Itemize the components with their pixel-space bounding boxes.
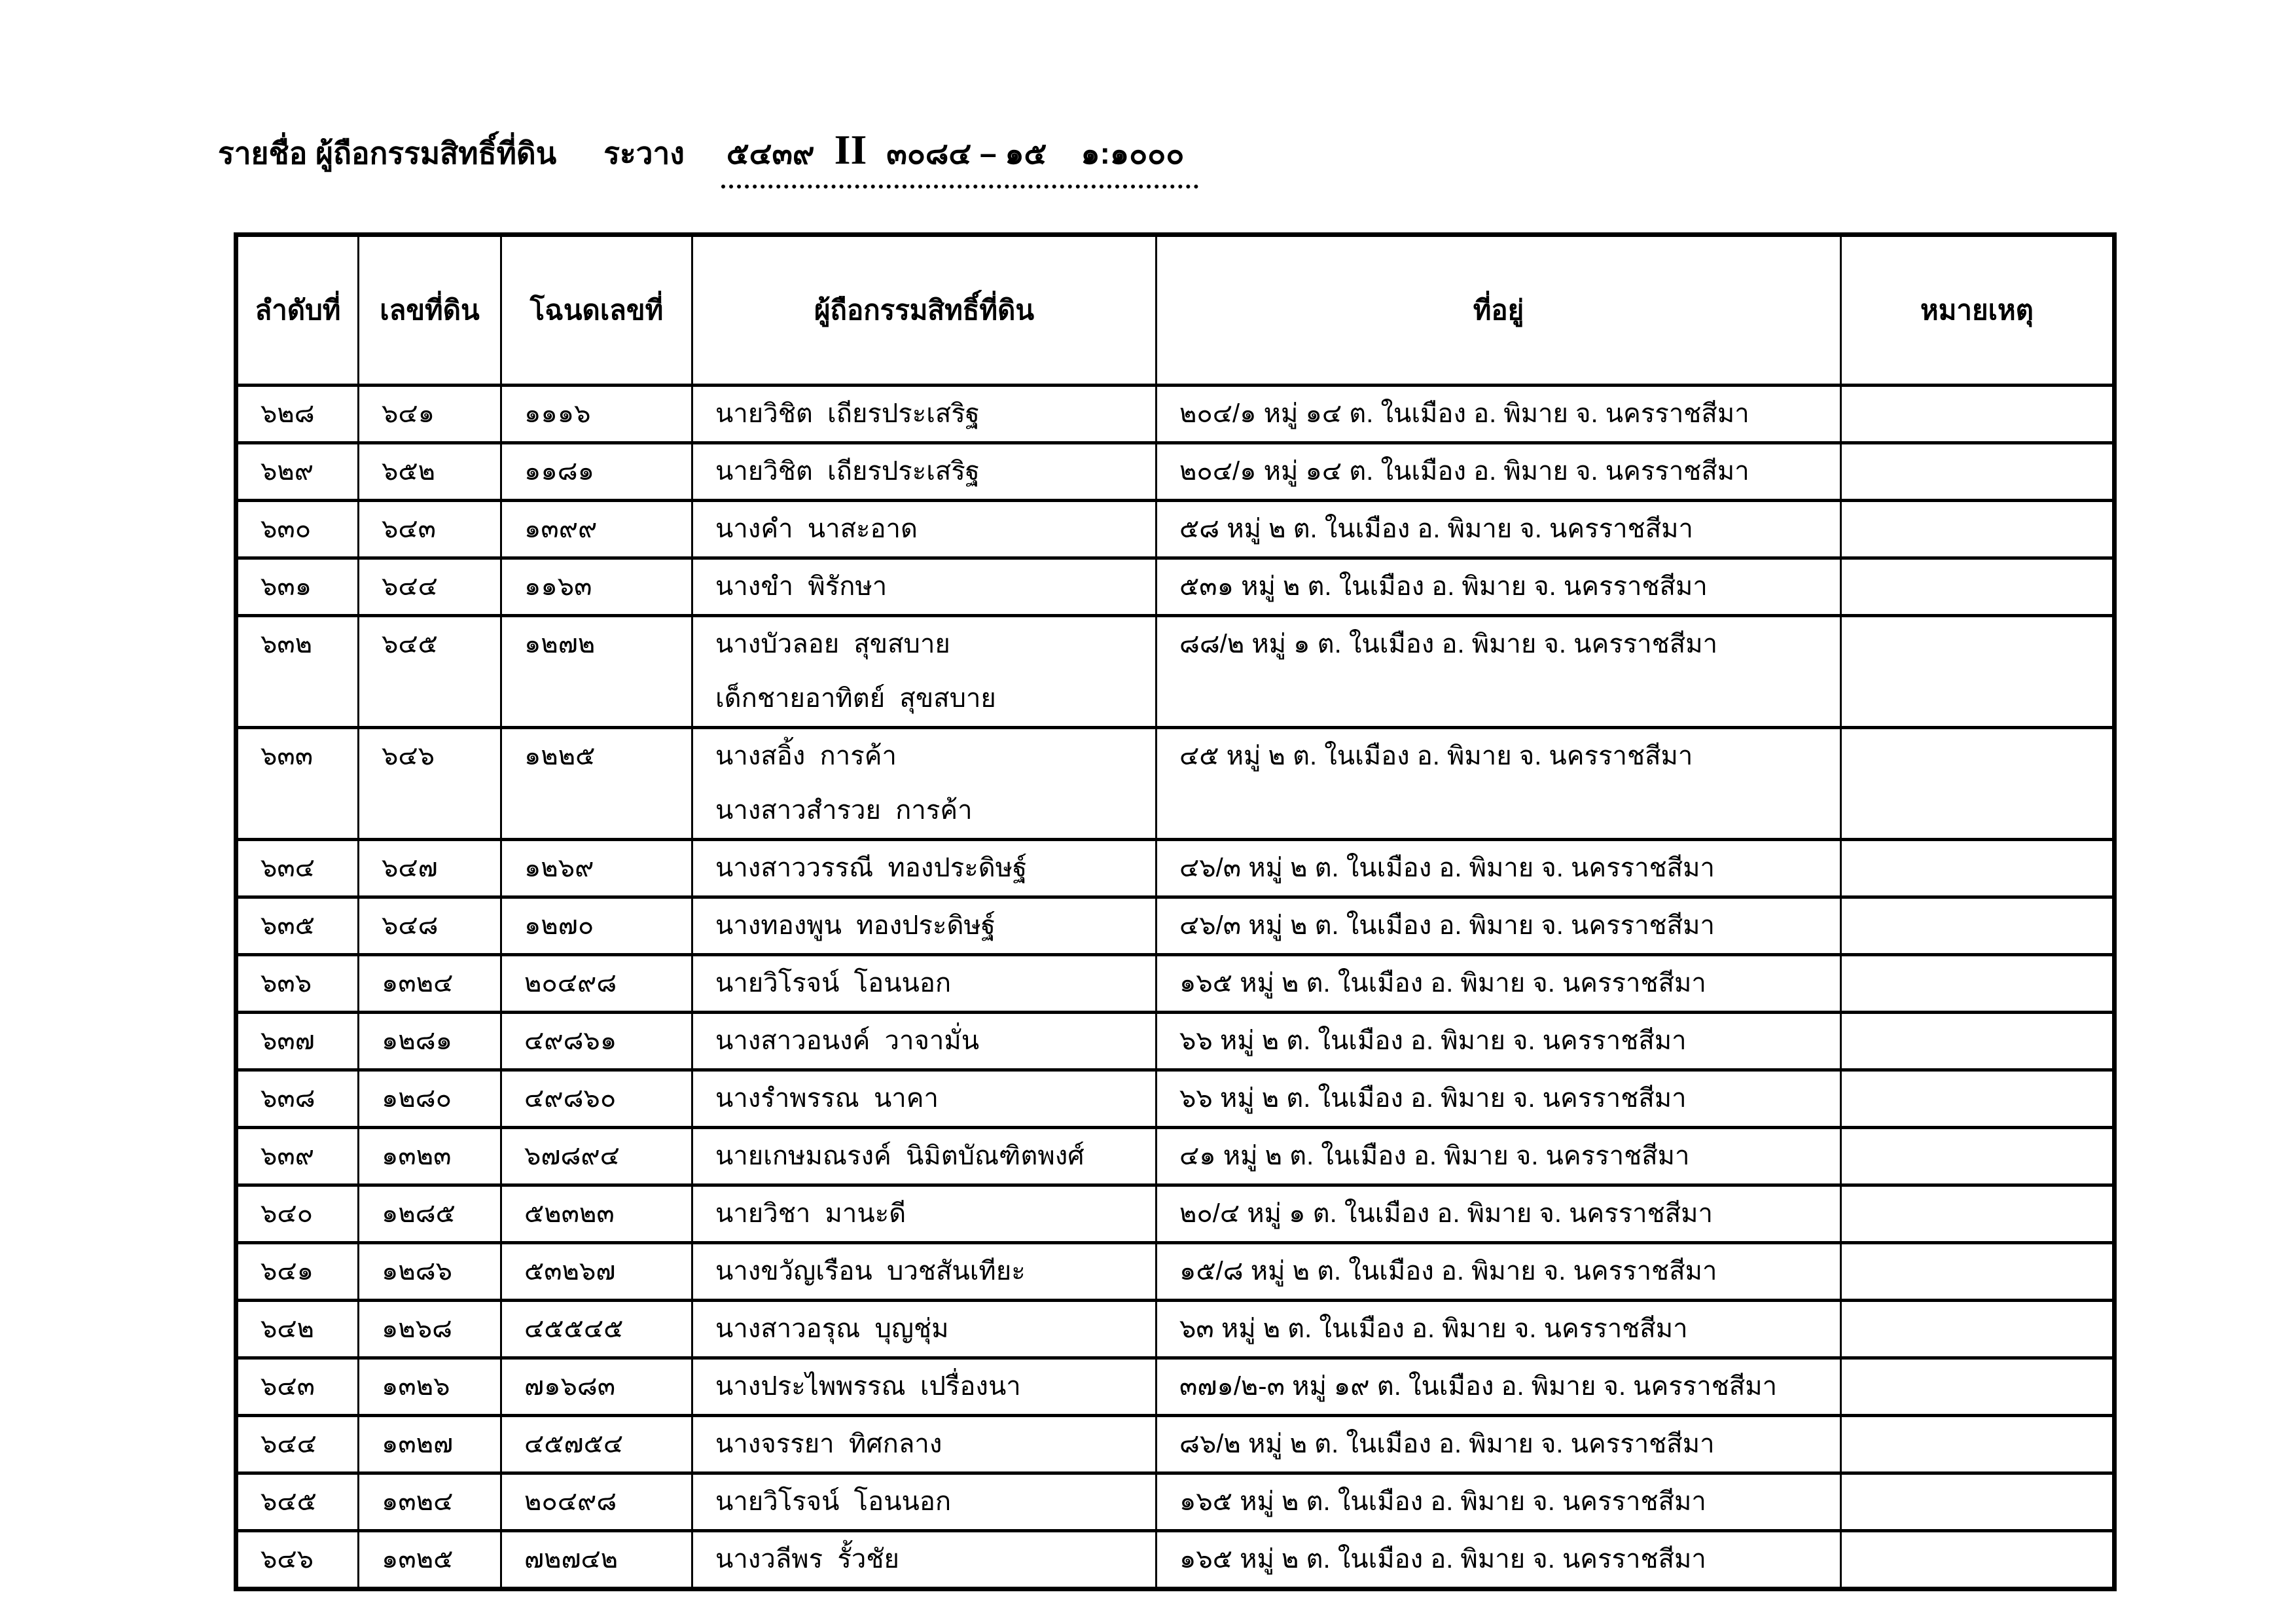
cell-parcel-no-text: ๖๔๓ (382, 514, 437, 543)
cell-parcel-no (359, 1070, 501, 1128)
cell-parcel-no (359, 386, 501, 443)
cell-seq (236, 1531, 359, 1589)
cell-address-text: ๑๖๕ หมู่ ๒ ต. ในเมือง อ. พิมาย จ. นครราชสีมา (1179, 969, 1706, 998)
table-row (236, 501, 2115, 558)
cell-seq-text: ๖๔๓ (260, 1372, 315, 1401)
cell-seq-text: ๖๓๘ (260, 1084, 315, 1113)
cell-seq-text: ๖๔๐ (260, 1199, 314, 1228)
table-row (236, 443, 2115, 501)
table-row (236, 1185, 2115, 1243)
cell-remark (1841, 1128, 2115, 1185)
cell-seq (236, 1013, 359, 1070)
cell-seq-text: ๖๓๗ (260, 1026, 315, 1055)
cell-parcel-no-text: ๑๓๒๖ (382, 1372, 450, 1401)
cell-parcel-no-text: ๑๒๘๕ (382, 1199, 456, 1228)
cell-parcel-no-text: ๑๒๘๑ (382, 1026, 453, 1055)
cell-deed-no (501, 1416, 692, 1473)
cell-parcel-no (359, 1301, 501, 1358)
cell-deed-no-text: ๔๕๕๔๕ (524, 1314, 624, 1343)
cell-address-text: ๑๕/๘ หมู่ ๒ ต. ในเมือง อ. พิมาย จ. นครราชสีมา (1179, 1257, 1717, 1286)
table-row (236, 728, 2115, 840)
table-row (236, 1531, 2115, 1589)
cell-seq (236, 1128, 359, 1185)
cell-parcel-no-text: ๑๓๒๓ (382, 1142, 452, 1170)
cell-parcel-no (359, 501, 501, 558)
header-address: ที่อยู่ (1157, 235, 1841, 386)
cell-remark (1841, 616, 2115, 728)
cell-address (1157, 386, 1841, 443)
cell-deed-no-text: ๑๑๑๖ (524, 399, 591, 428)
cell-holder-text: นายวิชา มานะดี (715, 1199, 906, 1228)
cell-holder-text: นางคำ นาสะอาด (715, 514, 918, 543)
cell-deed-no (501, 501, 692, 558)
cell-address-text: ๔๕ หมู่ ๒ ต. ในเมือง อ. พิมาย จ. นครราชสีมา (1179, 742, 1693, 770)
cell-remark (1841, 1416, 2115, 1473)
holders-table (234, 232, 2117, 1591)
cell-address-text: ๘๘/๒ หมู่ ๑ ต. ในเมือง อ. พิมาย จ. นครราชสีมา (1179, 630, 1718, 659)
cell-seq-text: ๖๒๘ (260, 399, 315, 428)
cell-deed-no (501, 1128, 692, 1185)
cell-address (1157, 1013, 1841, 1070)
cell-remark (1841, 558, 2115, 616)
header-remark: หมายเหตุ (1841, 235, 2115, 386)
cell-holder-text: นายเกษมณรงค์ นิมิตบัณฑิตพงศ์ (715, 1142, 1085, 1170)
cell-parcel-no-text: ๑๒๖๘ (382, 1314, 453, 1343)
cell-holder (692, 1301, 1157, 1358)
cell-address-text: ๔๑ หมู่ ๒ ต. ในเมือง อ. พิมาย จ. นครราชสีมา (1179, 1142, 1690, 1170)
cell-deed-no (501, 1473, 692, 1531)
holders-table-body (236, 386, 2115, 1589)
cell-address-text: ๕๘ หมู่ ๒ ต. ในเมือง อ. พิมาย จ. นครราชสีมา (1179, 514, 1693, 543)
cell-parcel-no-text: ๖๔๖ (382, 742, 435, 770)
table-row (236, 1070, 2115, 1128)
cell-parcel-no (359, 1128, 501, 1185)
cell-seq (236, 616, 359, 728)
cell-address (1157, 728, 1841, 840)
cell-remark (1841, 1185, 2115, 1243)
cell-address (1157, 558, 1841, 616)
cell-parcel-no (359, 1358, 501, 1416)
cell-remark (1841, 728, 2115, 840)
cell-holder-text: นางทองพูน ทองประดิษฐ์ (715, 911, 996, 940)
cell-parcel-no (359, 1416, 501, 1473)
cell-holder-text: นางประไพพรรณ เปรื่องนา (715, 1372, 1021, 1401)
table-row (236, 1243, 2115, 1301)
cell-holder (692, 1185, 1157, 1243)
cell-parcel-no-text: ๖๔๑ (382, 399, 435, 428)
cell-remark (1841, 955, 2115, 1013)
cell-parcel-no-text: ๖๔๔ (382, 572, 438, 601)
table-row (236, 386, 2115, 443)
cell-seq-text: ๖๓๓ (260, 742, 314, 770)
cell-seq (236, 1070, 359, 1128)
cell-seq (236, 558, 359, 616)
cell-address-text: ๖๓ หมู่ ๒ ต. ในเมือง อ. พิมาย จ. นครราชสีมา (1179, 1314, 1688, 1343)
cell-deed-no-text: ๒๐๔๙๘ (524, 969, 617, 998)
cell-address (1157, 1301, 1841, 1358)
cell-seq-text: ๖๔๒ (260, 1314, 315, 1343)
sheet-range: ๓๐๘๔ – ๑๕ (886, 136, 1047, 170)
cell-address-text: ๒๐๔/๑ หมู่ ๑๔ ต. ในเมือง อ. พิมาย จ. นครราชสีมา (1179, 399, 1749, 428)
cell-address-text: ๔๖/๓ หมู่ ๒ ต. ในเมือง อ. พิมาย จ. นครราชสีมา (1179, 854, 1715, 882)
cell-parcel-no-text: ๑๓๒๕ (382, 1545, 454, 1574)
table-row (236, 616, 2115, 728)
cell-remark (1841, 1243, 2115, 1301)
cell-remark (1841, 897, 2115, 955)
cell-deed-no (501, 1531, 692, 1589)
cell-address (1157, 1185, 1841, 1243)
table-row (236, 955, 2115, 1013)
cell-parcel-no (359, 616, 501, 728)
cell-deed-no (501, 443, 692, 501)
cell-address (1157, 1416, 1841, 1473)
cell-address-text: ๖๖ หมู่ ๒ ต. ในเมือง อ. พิมาย จ. นครราชสีมา (1179, 1084, 1687, 1113)
cell-remark (1841, 1473, 2115, 1531)
table-row (236, 1473, 2115, 1531)
table-row (236, 897, 2115, 955)
cell-address (1157, 1243, 1841, 1301)
cell-holder (692, 1070, 1157, 1128)
cell-address (1157, 616, 1841, 728)
cell-seq (236, 1185, 359, 1243)
cell-address (1157, 443, 1841, 501)
cell-seq (236, 728, 359, 840)
cell-holder (692, 616, 1157, 728)
cell-parcel-no-text: ๖๕๒ (382, 457, 436, 486)
cell-parcel-no-text: ๑๓๒๔ (382, 1487, 454, 1516)
cell-holder-text: นางขวัญเรือน บวชสันเทียะ (715, 1257, 1026, 1286)
table-row (236, 840, 2115, 897)
cell-parcel-no (359, 1531, 501, 1589)
cell-holder (692, 558, 1157, 616)
cell-address-text: ๓๗๑/๒-๓ หมู่ ๑๙ ต. ในเมือง อ. พิมาย จ. นครราชสีมา (1179, 1372, 1778, 1401)
cell-address (1157, 955, 1841, 1013)
cell-remark (1841, 1070, 2115, 1128)
cell-parcel-no (359, 1013, 501, 1070)
cell-parcel-no (359, 840, 501, 897)
cell-address-text: ๒๐/๔ หมู่ ๑ ต. ในเมือง อ. พิมาย จ. นครราชสีมา (1179, 1199, 1713, 1228)
cell-holder-text: นางวลีพร รั้วชัย (715, 1545, 899, 1574)
cell-parcel-no-text: ๖๔๗ (382, 854, 438, 882)
cell-deed-no-text: ๑๒๗๒ (524, 630, 596, 659)
cell-deed-no (501, 1185, 692, 1243)
cell-holder (692, 1416, 1157, 1473)
cell-seq (236, 1301, 359, 1358)
cell-remark (1841, 1531, 2115, 1589)
cell-parcel-no-text: ๑๓๒๔ (382, 969, 454, 998)
cell-deed-no (501, 840, 692, 897)
cell-address-text: ๑๖๕ หมู่ ๒ ต. ในเมือง อ. พิมาย จ. นครราชสีมา (1179, 1487, 1706, 1516)
cell-deed-no-text: ๕๒๓๒๓ (524, 1199, 615, 1228)
cell-holder-text: นางขำ พิรักษา (715, 572, 888, 601)
cell-holder (692, 1473, 1157, 1531)
cell-deed-no-text: ๔๙๘๖๐ (524, 1084, 617, 1113)
cell-deed-no (501, 955, 692, 1013)
cell-seq (236, 386, 359, 443)
map-scale: ๑:๑๐๐๐ (1081, 136, 1185, 170)
table-row (236, 1358, 2115, 1416)
cell-seq-text: ๖๓๒ (260, 630, 313, 659)
cell-parcel-no-text: ๖๔๘ (382, 911, 439, 940)
cell-seq (236, 1358, 359, 1416)
cell-holder-text: นางรำพรรณ นาคา (715, 1084, 939, 1113)
cell-deed-no-text: ๗๒๗๔๒ (524, 1545, 619, 1574)
header-holder: ผู้ถือกรรมสิทธิ์ที่ดิน (692, 235, 1157, 386)
cell-holder-text: นางสาวอรุณ บุญชุ่ม (715, 1314, 949, 1343)
table-row (236, 1013, 2115, 1070)
cell-seq-text: ๖๔๔ (260, 1430, 317, 1458)
header-deed-no: โฉนดเลขที่ (501, 235, 692, 386)
cell-seq (236, 443, 359, 501)
cell-address-text: ๑๖๕ หมู่ ๒ ต. ในเมือง อ. พิมาย จ. นครราชสีมา (1179, 1545, 1706, 1574)
cell-holder-text: นายวิชิต เถียรประเสริฐ (715, 399, 980, 428)
cell-parcel-no (359, 1185, 501, 1243)
cell-deed-no (501, 897, 692, 955)
cell-holder (692, 1531, 1157, 1589)
table-row (236, 558, 2115, 616)
cell-seq (236, 501, 359, 558)
cell-parcel-no (359, 1243, 501, 1301)
cell-address (1157, 840, 1841, 897)
cell-holder (692, 955, 1157, 1013)
document-title (218, 126, 1198, 189)
cell-parcel-no (359, 955, 501, 1013)
title-sheet-label: ระวาง (603, 136, 685, 170)
cell-address (1157, 1070, 1841, 1128)
sheet-number-thai: ๕๔๓๙ (726, 136, 815, 170)
cell-deed-no (501, 616, 692, 728)
cell-deed-no-text: ๑๓๙๙ (524, 514, 598, 543)
cell-deed-no-text: ๔๙๘๖๑ (524, 1026, 617, 1055)
cell-holder-text: นายวิชิต เถียรประเสริฐ (715, 457, 980, 486)
cell-deed-no (501, 558, 692, 616)
cell-address-text: ๒๐๔/๑ หมู่ ๑๔ ต. ในเมือง อ. พิมาย จ. นครราชสีมา (1179, 457, 1749, 486)
cell-deed-no-text: ๑๑๖๓ (524, 572, 592, 601)
cell-deed-no-text: ๑๒๗๐ (524, 911, 594, 940)
cell-deed-no (501, 1358, 692, 1416)
table-row (236, 1416, 2115, 1473)
cell-deed-no-text: ๒๐๔๙๘ (524, 1487, 617, 1516)
cell-seq (236, 1243, 359, 1301)
cell-holder (692, 1128, 1157, 1185)
table-header-row (236, 235, 2115, 386)
cell-address (1157, 501, 1841, 558)
cell-address (1157, 1473, 1841, 1531)
cell-deed-no-text: ๑๒๒๕ (524, 742, 596, 770)
cell-deed-no-text: ๕๓๒๖๗ (524, 1257, 616, 1286)
cell-seq (236, 840, 359, 897)
cell-remark (1841, 386, 2115, 443)
cell-deed-no-text: ๑๒๖๙ (524, 854, 594, 882)
cell-parcel-no (359, 1473, 501, 1531)
cell-parcel-no-text: ๑๓๒๗ (382, 1430, 454, 1458)
cell-remark (1841, 501, 2115, 558)
cell-seq (236, 955, 359, 1013)
cell-remark (1841, 1358, 2115, 1416)
cell-holder-text: นางสาวอนงค์ วาจามั่น (715, 1026, 980, 1055)
cell-address-text: ๖๖ หมู่ ๒ ต. ในเมือง อ. พิมาย จ. นครราชสีมา (1179, 1026, 1687, 1055)
cell-parcel-no-text: ๑๒๘๐ (382, 1084, 452, 1113)
cell-parcel-no-text: ๖๔๕ (382, 630, 438, 659)
cell-seq-text: ๖๓๔ (260, 854, 315, 882)
cell-address (1157, 897, 1841, 955)
cell-holder (692, 443, 1157, 501)
cell-holder-text: เด็กชายอาทิตย์ สุขสบาย (715, 684, 996, 713)
cell-parcel-no (359, 897, 501, 955)
cell-holder (692, 728, 1157, 840)
cell-holder (692, 1243, 1157, 1301)
cell-holder-text: นายวิโรจน์ โอนนอก (715, 969, 952, 998)
cell-holder (692, 840, 1157, 897)
cell-holder-text: นางสาววรรณี ทองประดิษฐ์ (715, 854, 1028, 882)
header-seq: ลำดับที่ (236, 235, 359, 386)
cell-seq (236, 1416, 359, 1473)
cell-seq-text: ๖๓๕ (260, 911, 315, 940)
cell-deed-no (501, 728, 692, 840)
cell-deed-no (501, 386, 692, 443)
cell-parcel-no (359, 728, 501, 840)
cell-address-text: ๕๓๑ หมู่ ๒ ต. ในเมือง อ. พิมาย จ. นครราชสีมา (1179, 572, 1708, 601)
cell-holder-text: นายวิโรจน์ โอนนอก (715, 1487, 952, 1516)
cell-seq-text: ๖๔๕ (260, 1487, 317, 1516)
header-parcel-no: เลขที่ดิน (359, 235, 501, 386)
cell-seq (236, 1473, 359, 1531)
table-row (236, 1128, 2115, 1185)
cell-parcel-no (359, 443, 501, 501)
cell-holder-text: นางสอิ้ง การค้า (715, 742, 897, 770)
cell-holder (692, 897, 1157, 955)
cell-seq-text: ๖๓๐ (260, 514, 312, 543)
cell-seq (236, 897, 359, 955)
title-prefix: รายชื่อ ผู้ถือกรรมสิทธิ์ที่ดิน (218, 136, 557, 170)
cell-address-text: ๘๖/๒ หมู่ ๒ ต. ในเมือง อ. พิมาย จ. นครราชสีมา (1179, 1430, 1715, 1458)
cell-holder-text: นางบัวลอย สุขสบาย (715, 630, 950, 659)
cell-parcel-no-text: ๑๒๘๖ (382, 1257, 453, 1286)
cell-holder-text: นางจรรยา ทิศกลาง (715, 1430, 942, 1458)
cell-seq-text: ๖๒๙ (260, 457, 314, 486)
cell-address (1157, 1128, 1841, 1185)
cell-remark (1841, 443, 2115, 501)
cell-holder (692, 1013, 1157, 1070)
cell-parcel-no (359, 558, 501, 616)
cell-address (1157, 1531, 1841, 1589)
cell-deed-no (501, 1243, 692, 1301)
cell-deed-no (501, 1301, 692, 1358)
cell-deed-no-text: ๑๑๘๑ (524, 457, 595, 486)
cell-holder-text: นางสาวสำรวย การค้า (715, 796, 973, 825)
cell-deed-no-text: ๖๗๘๙๔ (524, 1142, 620, 1170)
cell-seq-text: ๖๔๖ (260, 1545, 314, 1574)
cell-seq-text: ๖๓๙ (260, 1142, 315, 1170)
cell-remark (1841, 840, 2115, 897)
cell-holder (692, 501, 1157, 558)
cell-address-text: ๔๖/๓ หมู่ ๒ ต. ในเมือง อ. พิมาย จ. นครราชสีมา (1179, 911, 1715, 940)
table-row (236, 1301, 2115, 1358)
cell-deed-no-text: ๔๕๗๕๔ (524, 1430, 624, 1458)
cell-remark (1841, 1013, 2115, 1070)
cell-seq-text: ๖๓๑ (260, 572, 312, 601)
cell-address (1157, 1358, 1841, 1416)
cell-seq-text: ๖๔๑ (260, 1257, 314, 1286)
cell-remark (1841, 1301, 2115, 1358)
cell-holder (692, 386, 1157, 443)
cell-seq-text: ๖๓๖ (260, 969, 312, 998)
cell-holder (692, 1358, 1157, 1416)
title-sheet-number-group: ๕๔๓๙ II ๓๐๘๔ – ๑๕ ๑:๑๐๐๐ (721, 130, 1199, 189)
cell-deed-no-text: ๗๑๖๘๓ (524, 1372, 616, 1401)
cell-deed-no (501, 1070, 692, 1128)
cell-deed-no (501, 1013, 692, 1070)
